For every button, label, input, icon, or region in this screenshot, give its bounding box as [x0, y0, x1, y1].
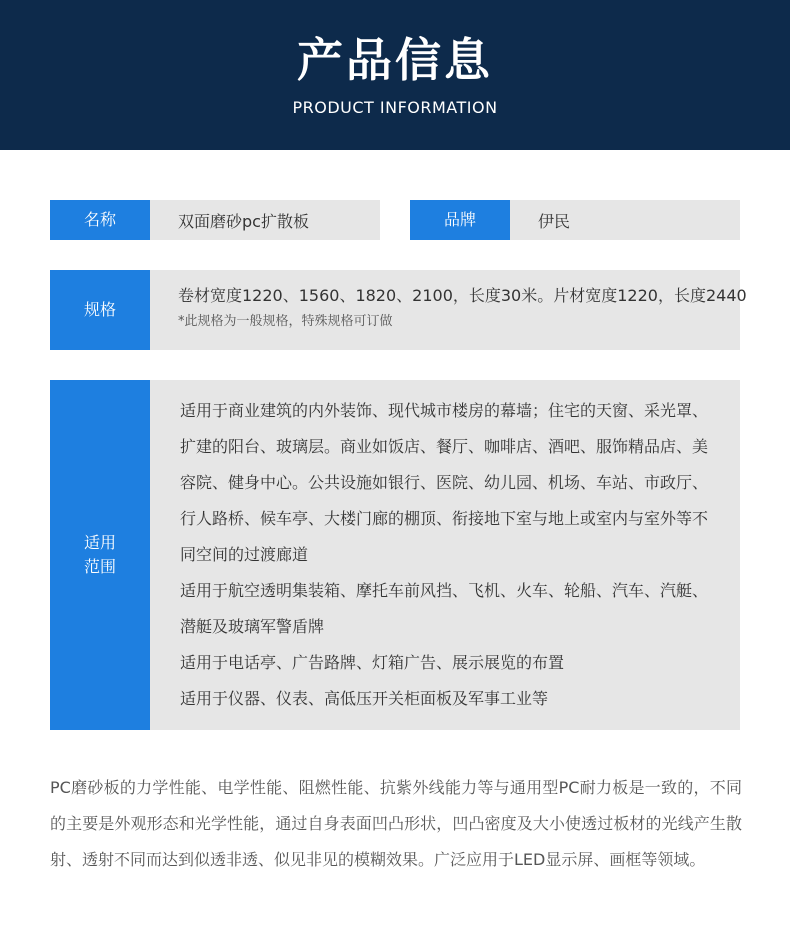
brand-value: 伊民: [538, 211, 571, 231]
brand-label: 品牌: [410, 200, 510, 240]
spec-value: 卷材宽度1220、1560、1820、2100，长度30米。片材宽度1220，长度2440: [178, 286, 747, 305]
scope-row: [50, 380, 740, 730]
scope-label-box: [50, 380, 150, 730]
brand-row: [410, 200, 740, 240]
scope-paragraph: 适用于仪器、仪表、高低压开关柜面板及军事工业等: [180, 689, 549, 708]
scope-label: 适用范围: [83, 533, 116, 576]
spec-note: *此规格为一般规格，特殊规格可订做: [178, 314, 393, 329]
page-title: 产品信息: [297, 33, 493, 87]
product-description: PC磨砂板的力学性能、电学性能、阻燃性能、抗紫外线能力等与通用型PC耐力板是一致的，不同的主要是外观形态和光学性能，通过自身表面凹凸形状，凹凸密度及大小使透过板材的光线产生散射、透射不同而达到似透非透、似见非见的模糊效果。广泛应用于LED显示屏、画框等领域。: [50, 778, 742, 869]
product-name-value: 双面磨砂pc扩散板: [178, 211, 309, 231]
spec-label: 规格: [50, 270, 150, 350]
scope-content: [150, 380, 740, 730]
product-name-label: 名称: [50, 200, 150, 240]
spec-content: [150, 270, 747, 350]
page-subtitle: PRODUCT INFORMATION: [292, 98, 498, 117]
spec-row: [50, 270, 747, 350]
page-header: [0, 0, 790, 150]
scope-paragraph: 适用于商业建筑的内外装饰、现代城市楼房的幕墙；住宅的天窗、采光罩、扩建的阳台、玻璃层。商业如饭店、餐厅、咖啡店、酒吧、服饰精品店、美容院、健身中心。公共设施如银行、医院、幼儿园、机场、车站、市政厅、行人路桥、候车亭、大楼门廊的棚顶、衔接地下室与地上或室内与室外等不同空间的过渡廊道: [180, 401, 709, 564]
product-name-row: [50, 200, 380, 240]
scope-paragraph: 适用于电话亭、广告路牌、灯箱广告、展示展览的布置: [180, 653, 565, 672]
scope-paragraph: 适用于航空透明集装箱、摩托车前风挡、飞机、火车、轮船、汽车、汽艇、潜艇及玻璃军警盾牌: [180, 581, 709, 636]
